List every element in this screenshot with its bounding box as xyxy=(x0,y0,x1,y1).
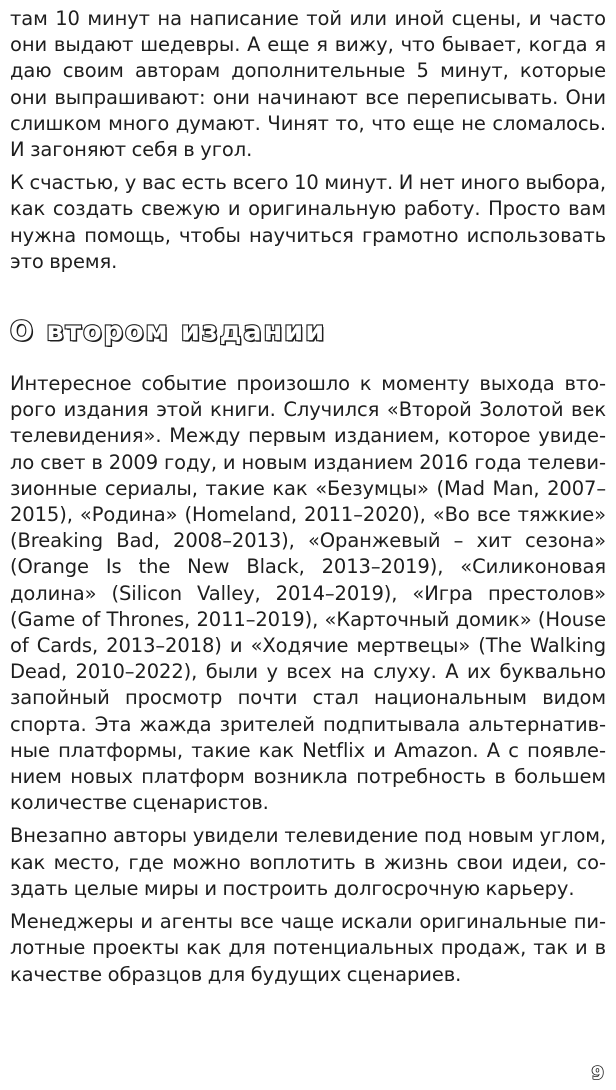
section-paragraph-1: Интересное событие произошло к моменту выхода второго издания этой книги. Случился «Второй Золотой век телевидения». Между первым изданием, которое увидело свет в 2009 году, и новым изданием 2016 года телевизионные сериалы, такие как «Безумцы» (Mad Man, 2007–2015), «Родина» (Homeland, 2011–2020), «Во все тяжкие» (Breaking Bad, 2008–2013), «Оранжевый – хит сезона» (Orange Is the New Black, 2013–2019), «Силиконовая долина» (Silicon Valley, 2014–2019), «Игра престолов» (Game of Thrones, 2011–2019), «Карточный домик» (House of Cards, 2013–2018) и «Ходячие мертвецы» (The Walking Dead, 2010–2022), были у всех на слуху. А их буквально запойный просмотр почти стал национальным видом спорта. Эта жажда зрителей подпитывала альтернативные платформы, такие как Netflix и Amazon. А с появлением новых платформ возникла потребность в большем количестве сценаристов. xyxy=(10,372,606,815)
intro-paragraph-1: там 10 минут на написание той или иной сцены, и часто они выдают шедевры. А еще я вижу, что бывает, когда я даю своим авторам дополнительные 5 минут, которые они выпрашивают: они начинают все переписывать. Они слишком много думают. Чинят то, что еще не сломалось. И загоняют себя в угол. xyxy=(10,7,606,162)
book-page xyxy=(10,6,606,995)
section-paragraph-3: Менеджеры и агенты все чаще искали оригинальные пилотные проекты как для потенциальных продаж, так и в качестве образцов для будущих сценариев. xyxy=(10,910,606,986)
section-paragraph-2: Внезапно авторы увидели телевидение под новым углом, как место, где можно воплотить в жизнь свои идеи, создать целые миры и построить долгосрочную карьеру. xyxy=(10,824,606,900)
intro-paragraph-2: К счастью, у вас есть всего 10 минут. И нет иного выбора, как создать свежую и оригинальную работу. Просто вам нужна помощь, чтобы научиться грамотно использовать это время. xyxy=(10,171,606,273)
section-heading: О втором издании xyxy=(10,316,327,348)
page-number: 9 xyxy=(591,1063,604,1084)
